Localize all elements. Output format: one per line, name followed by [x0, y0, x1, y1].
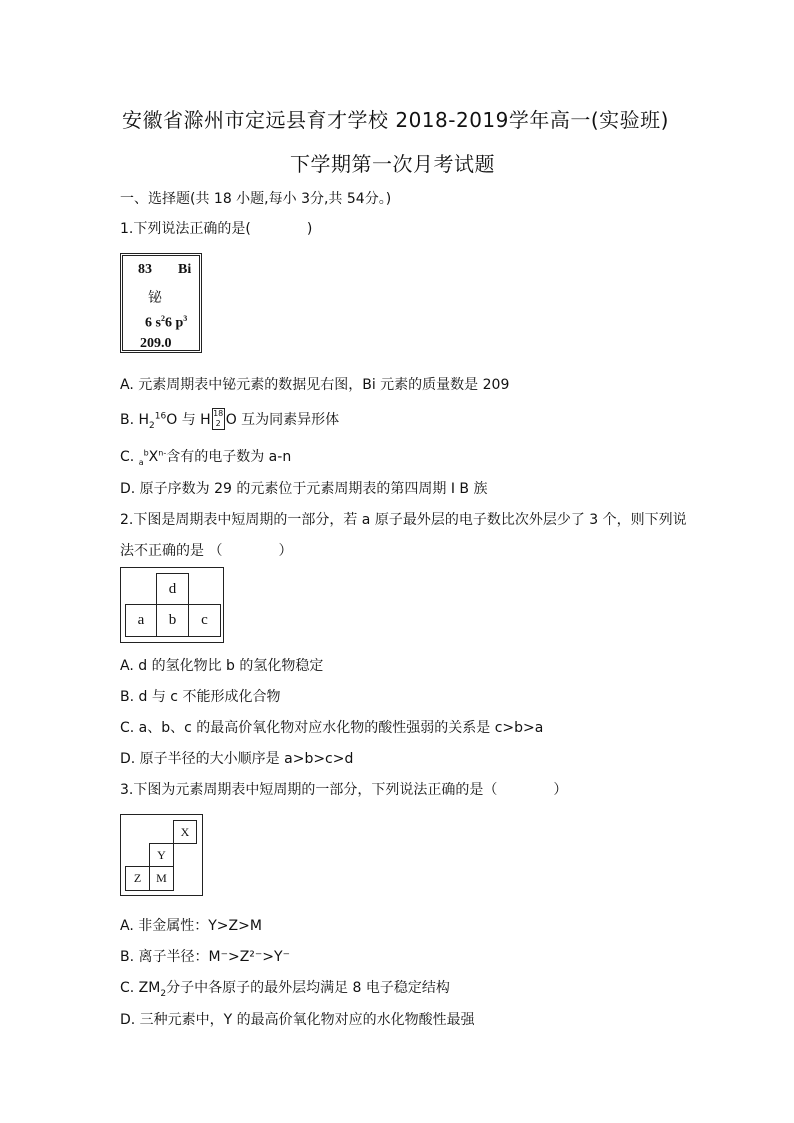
- q3-stem: 3.下图为元素周期表中短周期的一部分，下列说法正确的是（ ）: [120, 782, 568, 798]
- q1-option-d: D. 原子序数为 29 的元素位于元素周期表的第四周期 I B 族: [120, 481, 488, 497]
- section-heading: 一、选择题(共 18 小题,每小 3分,共 54分。): [120, 191, 392, 207]
- title-line-2: 下学期第一次月考试题: [290, 152, 495, 176]
- q3-option-c: C. $ZM_2$分子中各原子的最外层均满足 8 电子稳定结构: [120, 980, 450, 999]
- cell-y: Y: [149, 843, 174, 867]
- cell-x: X: [173, 820, 197, 844]
- q1-stem: 1.下列说法正确的是( ): [120, 221, 313, 237]
- q3-periodic-table: [120, 814, 203, 896]
- bi-symbol: Bi: [178, 262, 192, 277]
- title-line-1: 安徽省滁州市定远县育才学校 2018-2019学年高一(实验班): [122, 108, 669, 132]
- q2-option-c: C. a、b、c 的最高价氧化物对应水化物的酸性强弱的关系是 c>b>a: [120, 720, 544, 736]
- q3-option-b: B. 离子半径：M⁻>Z²⁻>Y⁻: [120, 949, 290, 965]
- cell-a: a: [125, 604, 157, 637]
- q2-stem-line-2: 法不正确的是 （ ）: [120, 543, 293, 559]
- q1-option-b: B. $H_2^{16}O$ 与 H 18 2 O 互为同素异形体: [120, 409, 340, 431]
- q2-stem-line-1: 2.下图是周期表中短周期的一部分，若 a 原子最外层的电子数比次外层少了 3 个，则下列说: [120, 512, 687, 528]
- isotope-box: 18 2: [213, 409, 224, 428]
- cell-c: c: [188, 604, 221, 637]
- cell-m: M: [149, 866, 174, 891]
- cell-z: Z: [125, 866, 150, 891]
- q2-option-a: A. d 的氢化物比 b 的氢化物稳定: [120, 658, 324, 674]
- q1-option-a: A. 元素周期表中铋元素的数据见右图，Bi 元素的质量数是 209: [120, 377, 510, 393]
- bi-number: 83: [138, 262, 152, 277]
- q2-option-d: D. 原子半径的大小顺序是 a>b>c>d: [120, 751, 354, 767]
- bi-config: 6 $s^26$ $p^3$: [145, 314, 188, 331]
- bi-mass: 209.0: [140, 336, 172, 351]
- cell-d: d: [156, 573, 189, 605]
- cell-b: b: [156, 604, 189, 637]
- q3-option-a: A. 非金属性：Y>Z>M: [120, 918, 262, 934]
- q2-option-b: B. d 与 c 不能形成化合物: [120, 689, 281, 705]
- q2-periodic-table: [120, 567, 224, 643]
- q3-option-d: D. 三种元素中，Y 的最高价氧化物对应的水化物酸性最强: [120, 1012, 475, 1028]
- bi-element-box: [120, 253, 202, 353]
- q1-option-c: C. $_a^bX^{n-}$含有的电子数为 a-n: [120, 448, 292, 467]
- bi-name: 铋: [148, 290, 162, 306]
